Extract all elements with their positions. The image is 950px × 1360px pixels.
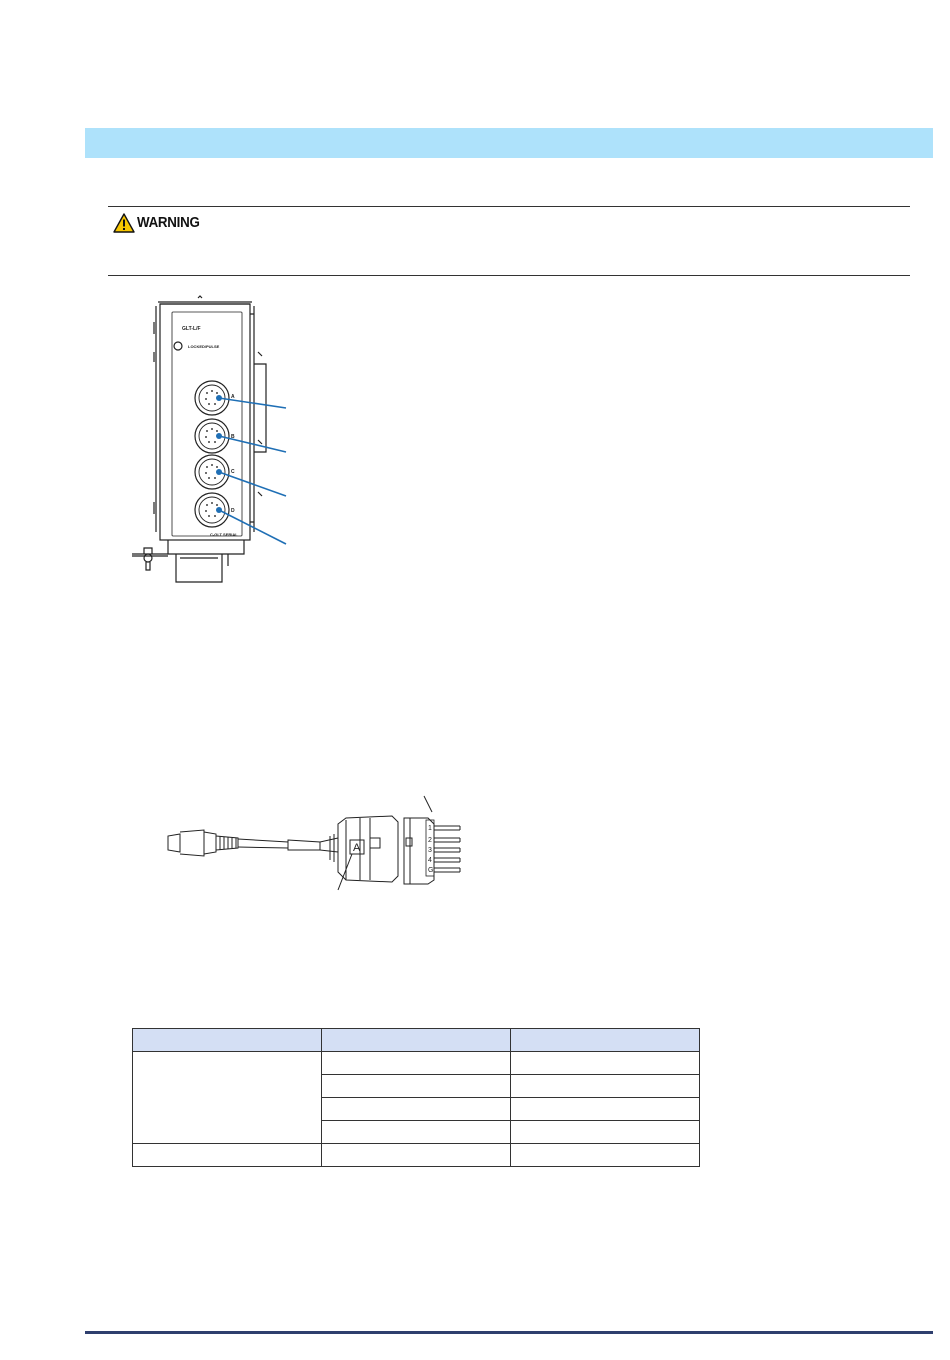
panel-sublabel: LOCKED/PULSE <box>188 344 220 349</box>
warning-box <box>108 206 910 276</box>
panel-label: GLT-L/F <box>182 326 201 332</box>
footer-rule <box>85 1331 933 1334</box>
table-cell <box>133 1144 322 1167</box>
table-header-cell <box>133 1029 322 1052</box>
pin-label-2: 2 <box>428 837 432 844</box>
panel-bottom-label: C-GLT SERIAL <box>210 532 238 537</box>
table-cell <box>322 1075 511 1098</box>
svg-text:B: B <box>231 434 235 440</box>
callout-line-c <box>219 472 286 496</box>
callout-line-a <box>219 398 286 408</box>
connector-a <box>195 381 235 415</box>
pin-label-4: 4 <box>428 857 432 864</box>
svg-text:C: C <box>231 469 235 475</box>
warning-top-rule <box>108 206 910 207</box>
table-cell <box>133 1052 322 1144</box>
cable-label-a: A <box>353 842 361 854</box>
pin-label-g: G <box>428 867 434 874</box>
table-cell <box>511 1144 700 1167</box>
table-cell <box>511 1098 700 1121</box>
table-row <box>133 1052 700 1075</box>
callout-line-b <box>219 436 286 452</box>
table-cell <box>511 1075 700 1098</box>
pin-label-1: 1 <box>428 825 432 832</box>
warning-text: WARNING <box>137 215 200 231</box>
connector-d <box>195 493 235 527</box>
table-row <box>133 1144 700 1167</box>
device-panel-figure <box>128 292 298 592</box>
warning-bottom-rule <box>108 275 910 276</box>
spec-table <box>132 1028 700 1167</box>
table-cell <box>322 1121 511 1144</box>
table-header-cell <box>511 1029 700 1052</box>
table-cell <box>322 1144 511 1167</box>
svg-text:A: A <box>231 394 235 400</box>
table-header-row <box>133 1029 700 1052</box>
warning-triangle-icon <box>113 213 135 233</box>
table-cell <box>322 1098 511 1121</box>
pin-label-3: 3 <box>428 847 432 854</box>
warning-label <box>113 213 205 233</box>
table-cell <box>511 1052 700 1075</box>
table-cell <box>322 1052 511 1075</box>
callout-line-d <box>219 510 286 544</box>
svg-text:D: D <box>231 508 235 514</box>
section-header-bar <box>85 128 933 158</box>
table-cell <box>511 1121 700 1144</box>
table-header-cell <box>322 1029 511 1052</box>
cable-figure <box>160 790 470 900</box>
connector-c <box>195 455 235 489</box>
connector-b <box>195 419 235 453</box>
